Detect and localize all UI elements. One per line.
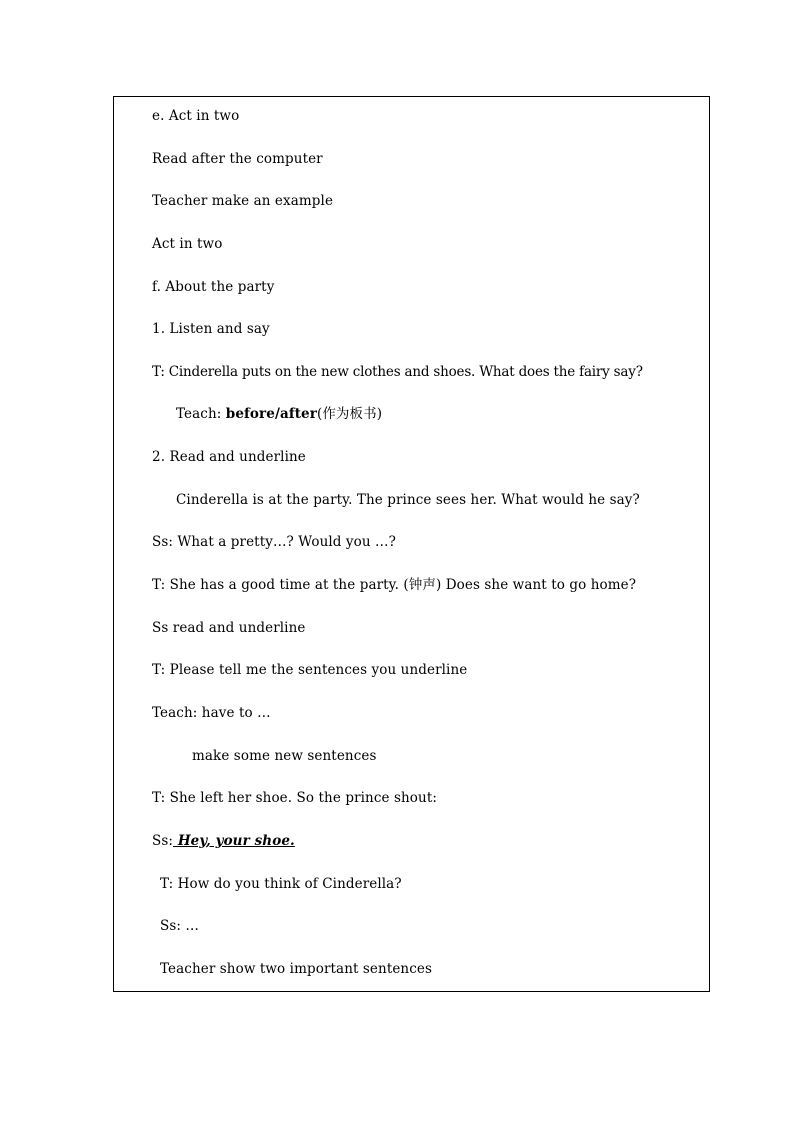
text-line: T: Cinderella puts on the new clothes and shoes. What does the fairy say? xyxy=(152,364,643,380)
text-line: T: Please tell me the sentences you underline xyxy=(152,662,468,678)
text-line: Teacher make an example xyxy=(152,193,334,209)
ss-answer-line xyxy=(152,832,295,850)
text-line: Ss: What a pretty…? Would you …? xyxy=(152,534,396,550)
lesson-plan-table-cell xyxy=(113,96,710,992)
text-line: make some new sentences xyxy=(192,748,377,764)
sub-step-heading: 1. Listen and say xyxy=(152,321,270,337)
teach-keyword: before/after xyxy=(225,406,317,422)
teach-prefix: Teach: xyxy=(176,406,226,422)
text-line: Teach: have to … xyxy=(152,705,271,721)
text-line: Ss read and underline xyxy=(152,620,306,636)
teach-note: (作为板书) xyxy=(316,406,383,422)
step-e-heading: e. Act in two xyxy=(152,108,240,124)
text-line: T: How do you think of Cinderella? xyxy=(160,876,402,892)
text-line: Act in two xyxy=(152,236,223,252)
text-line: T: She left her shoe. So the prince shout: xyxy=(152,790,437,806)
teach-before-after-line xyxy=(176,405,382,423)
underlined-answer: Hey, your shoe. xyxy=(173,833,295,849)
ss-prefix: Ss: xyxy=(152,833,174,849)
text-line: Cinderella is at the party. The prince sees her. What would he say? xyxy=(176,492,640,508)
sub-step-heading: 2. Read and underline xyxy=(152,449,306,465)
step-f-heading: f. About the party xyxy=(152,279,275,295)
text-line: Read after the computer xyxy=(152,151,323,167)
text-line: T: She has a good time at the party. (钟声) Does she want to go home? xyxy=(152,577,637,593)
text-line: Ss: … xyxy=(160,918,200,934)
text-line: Teacher show two important sentences xyxy=(160,961,433,977)
